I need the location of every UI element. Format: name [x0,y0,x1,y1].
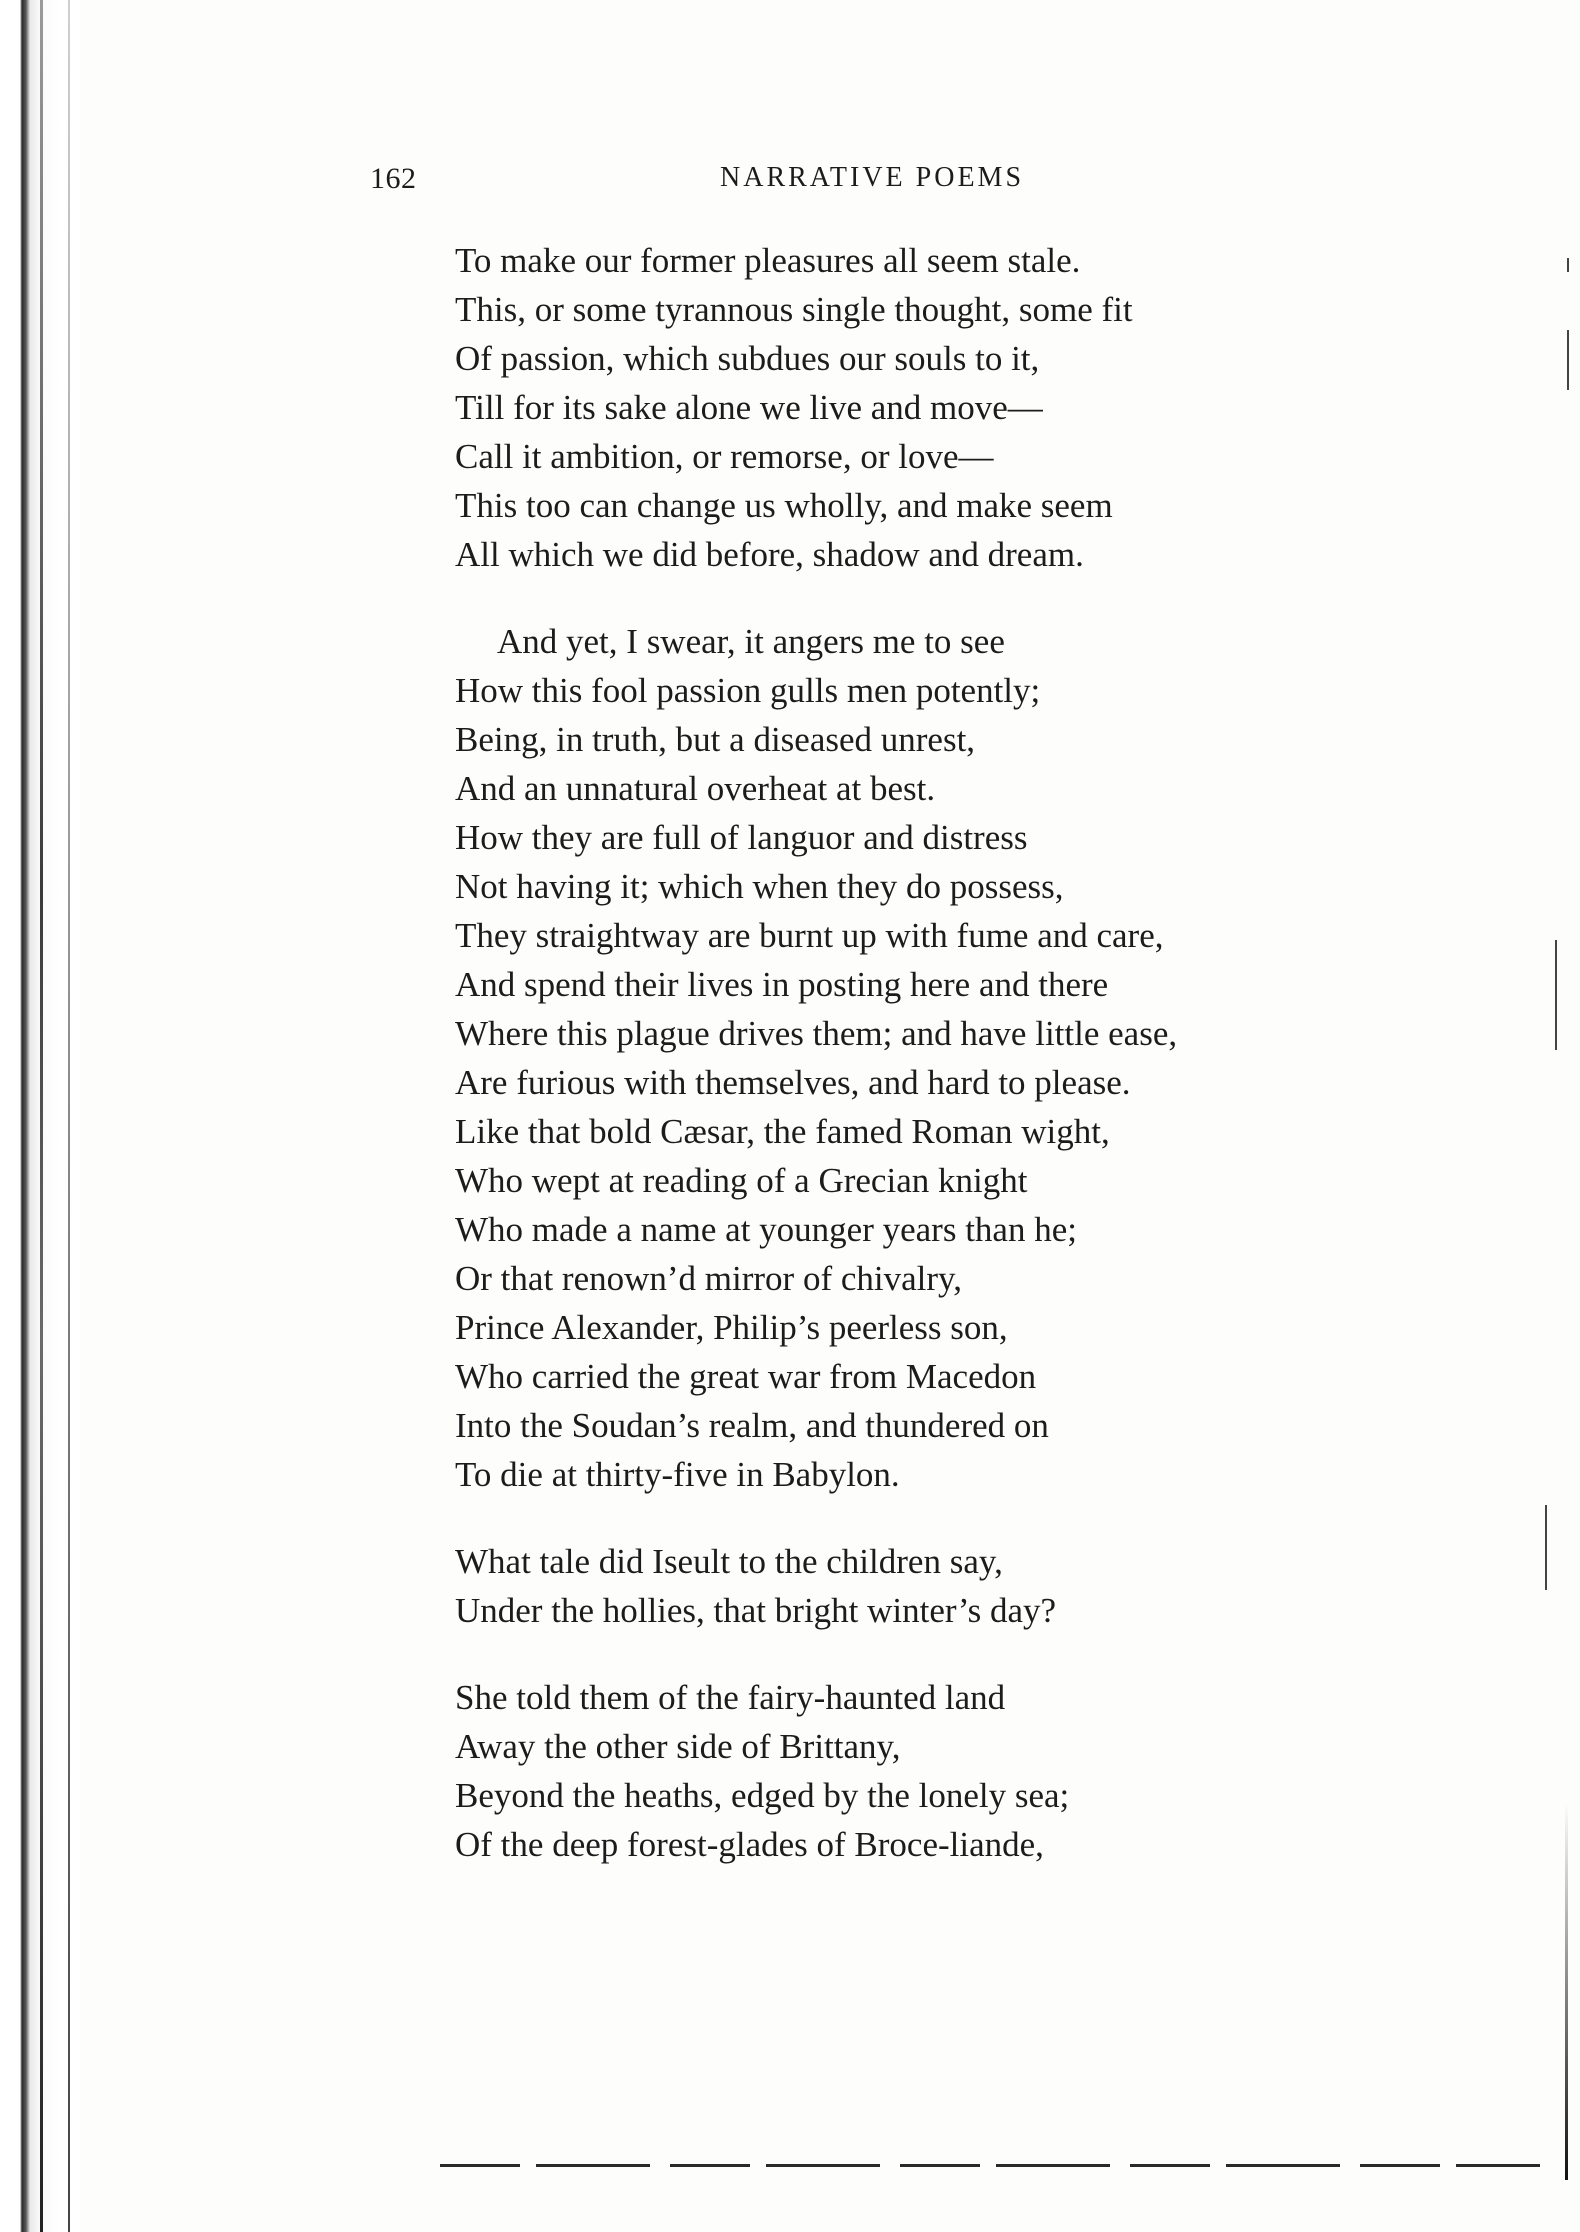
poem-line: And an unnatural overheat at best. [455,769,936,808]
poem-line: They straightway are burnt up with fume and care, [455,916,1164,955]
poem-line: Like that bold Cæsar, the famed Roman wight, [455,1112,1110,1151]
poem-line: She told them of the fairy-haunted land [455,1678,1006,1717]
page-edge-mark [1555,940,1557,1050]
stanza [455,1537,1455,1635]
poem-line: Who carried the great war from Macedon [455,1357,1037,1396]
poem-line: Beyond the heaths, edged by the lonely sea; [455,1776,1070,1815]
poem-line: To make our former pleasures all seem stale. [455,241,1081,280]
poem-line: Call it ambition, or remorse, or love— [455,437,994,476]
poem-line: Being, in truth, but a diseased unrest, [455,720,976,759]
poem-line: All which we did before, shadow and dream. [455,535,1084,574]
poem-line: How they are full of languor and distress [455,818,1028,857]
stanza [455,1673,1455,1869]
poem-line: How this fool passion gulls men potently; [455,671,1041,710]
poem-line: And spend their lives in posting here and there [455,965,1109,1004]
binding-edge-line [40,0,43,2232]
poem-line: Away the other side of Brittany, [455,1727,901,1766]
poem-line: Of passion, which subdues our souls to it, [455,339,1040,378]
poem-line: Are furious with themselves, and hard to please. [455,1063,1131,1102]
stanza [455,236,1455,579]
stanza [455,617,1455,1499]
poem-line: Prince Alexander, Philip’s peerless son, [455,1308,1008,1347]
poem-line: This, or some tyrannous single thought, some fit [455,290,1133,329]
poem-line: Who wept at reading of a Grecian knight [455,1161,1028,1200]
poem-line: And yet, I swear, it angers me to see [497,622,1005,661]
page-edge-mark [1567,258,1569,272]
bottom-edge-rule [440,2164,1540,2167]
poem-line: Of the deep forest-glades of Broce-liande, [455,1825,1044,1864]
poem-line: To die at thirty-five in Babylon. [455,1455,900,1494]
page-edge-mark [1567,330,1569,390]
poem-line: Not having it; which when they do possess, [455,867,1064,906]
poem-line: This too can change us wholly, and make seem [455,486,1113,525]
section-title: NARRATIVE POEMS [720,162,1025,193]
running-head [0,162,1580,202]
poem-line: Till for its sake alone we live and move— [455,388,1043,427]
page-number: 162 [370,162,417,195]
poem-line: Under the hollies, that bright winter’s day? [455,1591,1057,1630]
binding-edge-line [68,0,70,2232]
page-edge-shadow [1565,1800,1568,2180]
page-edge-mark [1545,1505,1547,1590]
poem-line: Who made a name at younger years than he; [455,1210,1077,1249]
poem-line: Or that renown’d mirror of chivalry, [455,1259,963,1298]
poem-line: Where this plague drives them; and have little ease, [455,1014,1178,1053]
poem-line: Into the Soudan’s realm, and thundered on [455,1406,1049,1445]
poem-line: What tale did Iseult to the children say, [455,1542,1003,1581]
poem-text [455,236,1455,1907]
